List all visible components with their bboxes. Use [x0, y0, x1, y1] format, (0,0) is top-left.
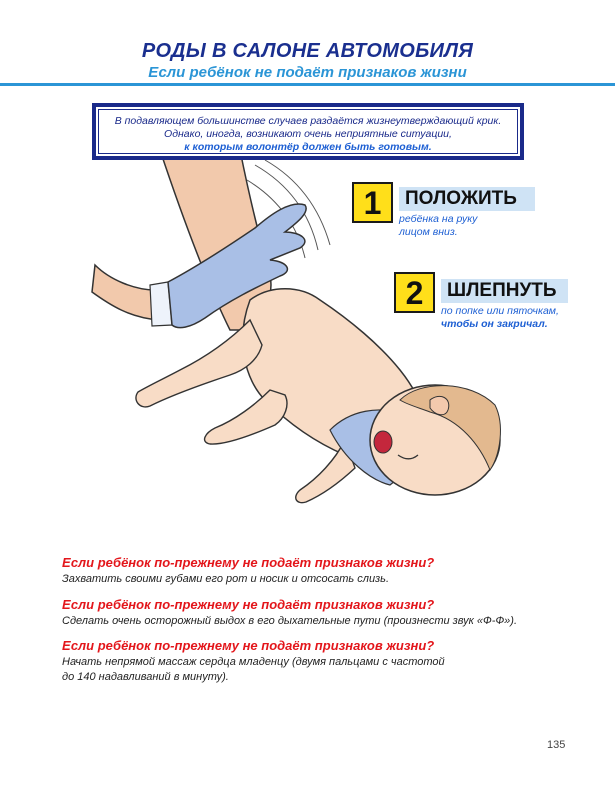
- qa-answer-line-1: Начать непрямой массаж сердца младенцу (двумя пальцами с частотой: [62, 656, 445, 668]
- page-number: 135: [547, 739, 566, 751]
- qa-question: Если ребёнок по-прежнему не подаёт признаков жизни?: [62, 638, 435, 653]
- notice-line-3: к которым волонтёр должен быть готовым.: [184, 141, 432, 153]
- notice-line-2: Однако, иногда, возникают очень неприятные ситуации,: [164, 128, 452, 140]
- page-subtitle: Если ребёнок не подаёт признаков жизни: [148, 64, 467, 81]
- qa-question: Если ребёнок по-прежнему не подаёт признаков жизни?: [62, 597, 435, 612]
- step-1-description: [399, 213, 477, 239]
- qa-answer-line-2: до 140 надавливаний в минуту).: [62, 671, 229, 683]
- notice-line-1: В подавляющем большинстве случаев раздаётся жизнеутверждающий крик.: [114, 115, 502, 127]
- step-2-title: ШЛЕПНУТЬ: [441, 279, 568, 303]
- notice-text: [98, 109, 518, 154]
- step-1-desc-line-1: ребёнка на руку: [399, 213, 478, 225]
- baby-mouth: [374, 431, 392, 453]
- step-1-number: 1: [352, 182, 393, 223]
- baby-leg-lower: [205, 390, 287, 444]
- step-1-title: ПОЛОЖИТЬ: [399, 187, 535, 211]
- qa-question: Если ребёнок по-прежнему не подаёт признаков жизни?: [62, 555, 435, 570]
- qa-item: [62, 638, 582, 685]
- step-2-desc-line-2: чтобы он закричал.: [441, 318, 548, 330]
- qa-item: [62, 555, 582, 587]
- step-1-desc-line-2: лицом вниз.: [399, 226, 458, 238]
- page-title: РОДЫ В САЛОНЕ АВТОМОБИЛЯ: [141, 40, 474, 62]
- qa-answer: [62, 655, 582, 685]
- qa-answer: Сделать очень осторожный выдох в его дыхательные пути (произнести звук «Ф-Ф»).: [62, 615, 518, 627]
- title-divider: [0, 83, 615, 86]
- qa-answer: Захватить своими губами его рот и носик и отсосать слизь.: [62, 573, 390, 585]
- baby-leg-upper: [136, 320, 262, 407]
- notice-box: [92, 103, 524, 160]
- step-2-desc-line-1: по попке или пяточкам,: [441, 305, 559, 317]
- step-2-description: [441, 305, 559, 331]
- step-2-number: 2: [394, 272, 435, 313]
- qa-item: [62, 597, 582, 629]
